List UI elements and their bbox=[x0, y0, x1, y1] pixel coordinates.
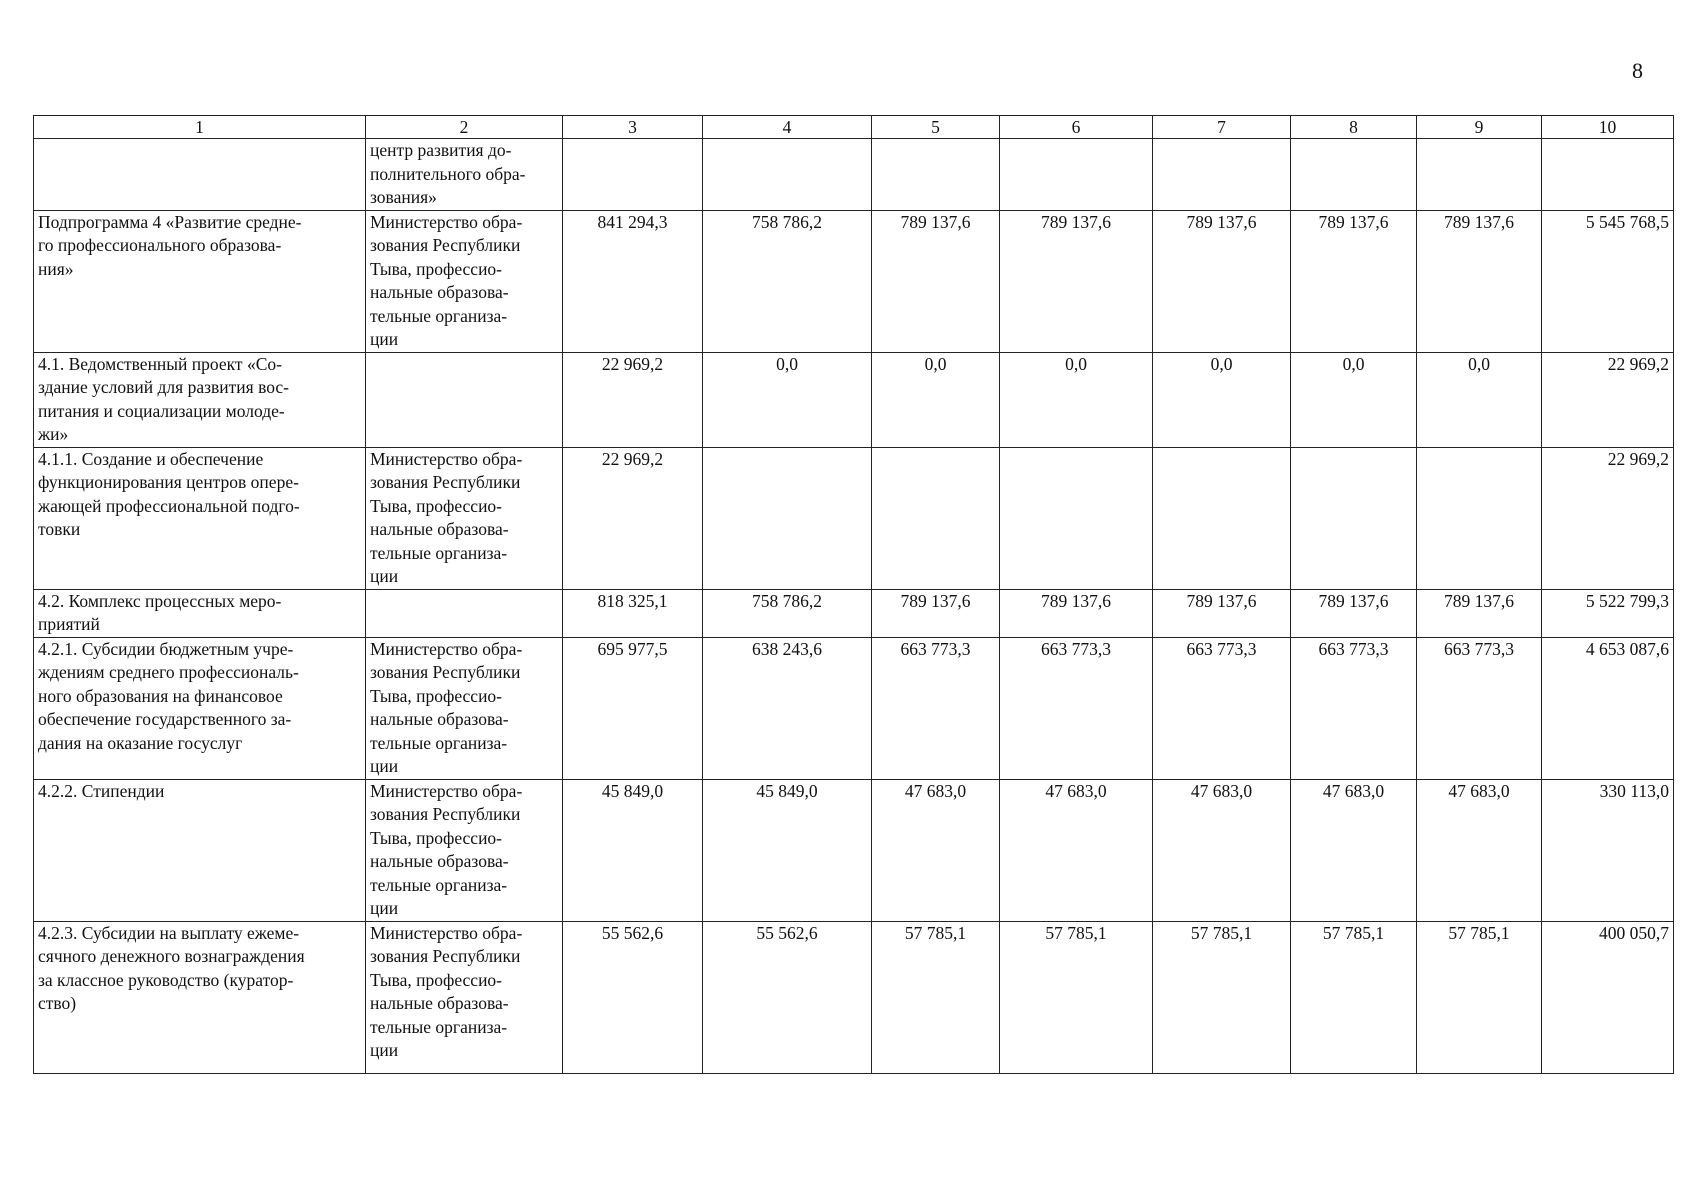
executor-line: Министерство обра- bbox=[370, 211, 523, 232]
executor-line: Министерство обра- bbox=[370, 638, 523, 659]
year-value-cell: 45 849,0 bbox=[563, 779, 703, 921]
executor-line: Тыва, профессио- bbox=[370, 969, 503, 990]
measure-name-cell bbox=[34, 637, 366, 779]
measure-name-cell bbox=[34, 352, 366, 447]
year-value-cell: 57 785,1 bbox=[1417, 921, 1542, 1073]
year-value-cell bbox=[1417, 447, 1542, 589]
measure-name-line: приятий bbox=[38, 614, 100, 634]
measure-name-line: ство) bbox=[38, 993, 77, 1013]
measure-name-line: ждениям среднего профессиональ- bbox=[38, 662, 299, 682]
table-row bbox=[34, 589, 1674, 637]
total-value-cell: 22 969,2 bbox=[1542, 447, 1674, 589]
measure-name-line: 4.1. Ведомственный проект «Со- bbox=[38, 353, 282, 374]
executor-line: Министерство обра- bbox=[370, 780, 523, 801]
executor-line: зования Республики bbox=[370, 662, 521, 682]
measure-name-line: дания на оказание госуслуг bbox=[38, 732, 243, 753]
measure-name-line: 4.1.1. Создание и обеспечение bbox=[38, 448, 264, 469]
executor-line: зования Республики bbox=[370, 235, 521, 255]
year-value-cell: 0,0 bbox=[1291, 352, 1417, 447]
year-value-cell: 45 849,0 bbox=[703, 779, 872, 921]
year-value-cell: 758 786,2 bbox=[703, 210, 872, 352]
measure-name-line: 4.2. Комплекс процессных меро- bbox=[38, 590, 282, 611]
column-number: 1 bbox=[34, 116, 366, 139]
executor-line: Тыва, профессио- bbox=[370, 258, 503, 279]
year-value-cell bbox=[1153, 139, 1291, 211]
executor-line: Министерство обра- bbox=[370, 922, 523, 943]
column-number: 10 bbox=[1542, 116, 1674, 139]
measure-name-cell bbox=[34, 779, 366, 921]
year-value-cell: 57 785,1 bbox=[1153, 921, 1291, 1073]
executor-line: тельные организа- bbox=[370, 874, 508, 895]
year-value-cell: 789 137,6 bbox=[872, 589, 1000, 637]
executor-line: Тыва, профессио- bbox=[370, 495, 503, 516]
year-value-cell: 663 773,3 bbox=[1291, 637, 1417, 779]
year-value-cell bbox=[703, 139, 872, 211]
year-value-cell: 818 325,1 bbox=[563, 589, 703, 637]
year-value-cell bbox=[872, 139, 1000, 211]
year-value-cell: 663 773,3 bbox=[1153, 637, 1291, 779]
year-value-cell: 789 137,6 bbox=[1291, 589, 1417, 637]
year-value-cell bbox=[872, 447, 1000, 589]
executor-line: нальные образова- bbox=[370, 709, 509, 729]
measure-name-line: функционирования центров опере- bbox=[38, 472, 299, 492]
total-value-cell: 22 969,2 bbox=[1542, 352, 1674, 447]
executor-line: зования Республики bbox=[370, 946, 521, 966]
year-value-cell bbox=[563, 139, 703, 211]
executor-cell bbox=[366, 921, 563, 1073]
table-row bbox=[34, 352, 1674, 447]
column-number: 9 bbox=[1417, 116, 1542, 139]
year-value-cell: 0,0 bbox=[1000, 352, 1153, 447]
executor-cell bbox=[366, 447, 563, 589]
executor-line: зования» bbox=[370, 187, 437, 207]
column-number: 7 bbox=[1153, 116, 1291, 139]
year-value-cell bbox=[1000, 447, 1153, 589]
measure-name-line: 4.2.2. Стипендии bbox=[38, 780, 165, 801]
year-value-cell: 663 773,3 bbox=[1000, 637, 1153, 779]
total-value-cell bbox=[1542, 139, 1674, 211]
executor-cell bbox=[366, 139, 563, 211]
year-value-cell: 55 562,6 bbox=[563, 921, 703, 1073]
year-value-cell bbox=[703, 447, 872, 589]
total-value-cell: 5 545 768,5 bbox=[1542, 210, 1674, 352]
column-number: 6 bbox=[1000, 116, 1153, 139]
column-number: 2 bbox=[366, 116, 563, 139]
executor-line: тельные организа- bbox=[370, 542, 508, 563]
year-value-cell bbox=[1291, 447, 1417, 589]
measure-name-line: за классное руководство (куратор- bbox=[38, 969, 294, 990]
year-value-cell: 789 137,6 bbox=[1000, 589, 1153, 637]
table-row bbox=[34, 921, 1674, 1073]
year-value-cell bbox=[1417, 139, 1542, 211]
total-value-cell: 330 113,0 bbox=[1542, 779, 1674, 921]
year-value-cell: 758 786,2 bbox=[703, 589, 872, 637]
column-number: 8 bbox=[1291, 116, 1417, 139]
executor-line: ции bbox=[370, 756, 399, 776]
executor-line: центр развития до- bbox=[370, 140, 512, 160]
executor-line: Министерство обра- bbox=[370, 448, 523, 469]
measure-name-line: обеспечение государственного за- bbox=[38, 709, 292, 729]
year-value-cell: 663 773,3 bbox=[1417, 637, 1542, 779]
measure-name-line: здание условий для развития вос- bbox=[38, 377, 289, 397]
executor-line: тельные организа- bbox=[370, 305, 508, 326]
executor-line: нальные образова- bbox=[370, 519, 509, 539]
executor-line: нальные образова- bbox=[370, 851, 509, 871]
page-number: 8 bbox=[1632, 58, 1643, 83]
executor-line: зования Республики bbox=[370, 804, 521, 824]
executor-line: Тыва, профессио- bbox=[370, 827, 503, 848]
measure-name-line: Подпрограмма 4 «Развитие средне- bbox=[38, 211, 302, 232]
year-value-cell: 841 294,3 bbox=[563, 210, 703, 352]
budget-table bbox=[33, 115, 1674, 1074]
measure-name-line: жи» bbox=[38, 424, 69, 444]
measure-name-cell bbox=[34, 589, 366, 637]
executor-line: ции bbox=[370, 898, 399, 918]
year-value-cell: 57 785,1 bbox=[872, 921, 1000, 1073]
measure-name-line: сячного денежного вознаграждения bbox=[38, 946, 305, 966]
year-value-cell bbox=[1291, 139, 1417, 211]
executor-line: Тыва, профессио- bbox=[370, 685, 503, 706]
year-value-cell: 0,0 bbox=[1153, 352, 1291, 447]
executor-line: ции bbox=[370, 329, 399, 349]
year-value-cell: 22 969,2 bbox=[563, 352, 703, 447]
executor-line: тельные организа- bbox=[370, 1016, 508, 1037]
year-value-cell: 695 977,5 bbox=[563, 637, 703, 779]
table-row bbox=[34, 210, 1674, 352]
year-value-cell: 663 773,3 bbox=[872, 637, 1000, 779]
year-value-cell: 57 785,1 bbox=[1291, 921, 1417, 1073]
year-value-cell: 57 785,1 bbox=[1000, 921, 1153, 1073]
executor-cell bbox=[366, 779, 563, 921]
measure-name-line: ного образования на финансовое bbox=[38, 685, 283, 706]
table-row bbox=[34, 139, 1674, 211]
year-value-cell: 22 969,2 bbox=[563, 447, 703, 589]
table-row bbox=[34, 447, 1674, 589]
year-value-cell: 47 683,0 bbox=[872, 779, 1000, 921]
year-value-cell: 0,0 bbox=[872, 352, 1000, 447]
executor-line: полнительного обра- bbox=[370, 163, 526, 184]
executor-cell bbox=[366, 589, 563, 637]
measure-name-line: товки bbox=[38, 519, 81, 539]
executor-line: нальные образова- bbox=[370, 993, 509, 1013]
year-value-cell: 789 137,6 bbox=[1153, 210, 1291, 352]
measure-name-line: 4.2.3. Субсидии на выплату ежеме- bbox=[38, 922, 300, 943]
measure-name-line: ния» bbox=[38, 258, 74, 279]
year-value-cell bbox=[1153, 447, 1291, 589]
measure-name-line: жающей профессиональной подго- bbox=[38, 495, 300, 516]
executor-line: нальные образова- bbox=[370, 282, 509, 302]
executor-line: зования Республики bbox=[370, 472, 521, 492]
measure-name-line: питания и социализации молоде- bbox=[38, 400, 285, 421]
year-value-cell: 55 562,6 bbox=[703, 921, 872, 1073]
year-value-cell: 0,0 bbox=[703, 352, 872, 447]
measure-name-line: 4.2.1. Субсидии бюджетным учре- bbox=[38, 638, 294, 659]
measure-name-cell bbox=[34, 210, 366, 352]
measure-name-cell bbox=[34, 447, 366, 589]
measure-name-cell bbox=[34, 139, 366, 211]
year-value-cell: 789 137,6 bbox=[1417, 589, 1542, 637]
measure-name-cell bbox=[34, 921, 366, 1073]
year-value-cell: 789 137,6 bbox=[872, 210, 1000, 352]
measure-name-line: го профессионального образова- bbox=[38, 235, 282, 255]
table-row bbox=[34, 637, 1674, 779]
year-value-cell: 638 243,6 bbox=[703, 637, 872, 779]
year-value-cell: 47 683,0 bbox=[1000, 779, 1153, 921]
year-value-cell: 789 137,6 bbox=[1291, 210, 1417, 352]
year-value-cell bbox=[1000, 139, 1153, 211]
executor-cell bbox=[366, 637, 563, 779]
total-value-cell: 400 050,7 bbox=[1542, 921, 1674, 1073]
executor-cell bbox=[366, 210, 563, 352]
year-value-cell: 789 137,6 bbox=[1000, 210, 1153, 352]
year-value-cell: 789 137,6 bbox=[1417, 210, 1542, 352]
column-number-row bbox=[34, 116, 1674, 139]
year-value-cell: 0,0 bbox=[1417, 352, 1542, 447]
column-number: 3 bbox=[563, 116, 703, 139]
executor-line: тельные организа- bbox=[370, 732, 508, 753]
year-value-cell: 47 683,0 bbox=[1417, 779, 1542, 921]
total-value-cell: 4 653 087,6 bbox=[1542, 637, 1674, 779]
table-row bbox=[34, 779, 1674, 921]
executor-line: ции bbox=[370, 566, 399, 586]
executor-line: ции bbox=[370, 1040, 399, 1060]
column-number: 5 bbox=[872, 116, 1000, 139]
year-value-cell: 47 683,0 bbox=[1291, 779, 1417, 921]
column-number: 4 bbox=[703, 116, 872, 139]
executor-cell bbox=[366, 352, 563, 447]
year-value-cell: 47 683,0 bbox=[1153, 779, 1291, 921]
total-value-cell: 5 522 799,3 bbox=[1542, 589, 1674, 637]
table-body bbox=[34, 139, 1674, 1074]
year-value-cell: 789 137,6 bbox=[1153, 589, 1291, 637]
